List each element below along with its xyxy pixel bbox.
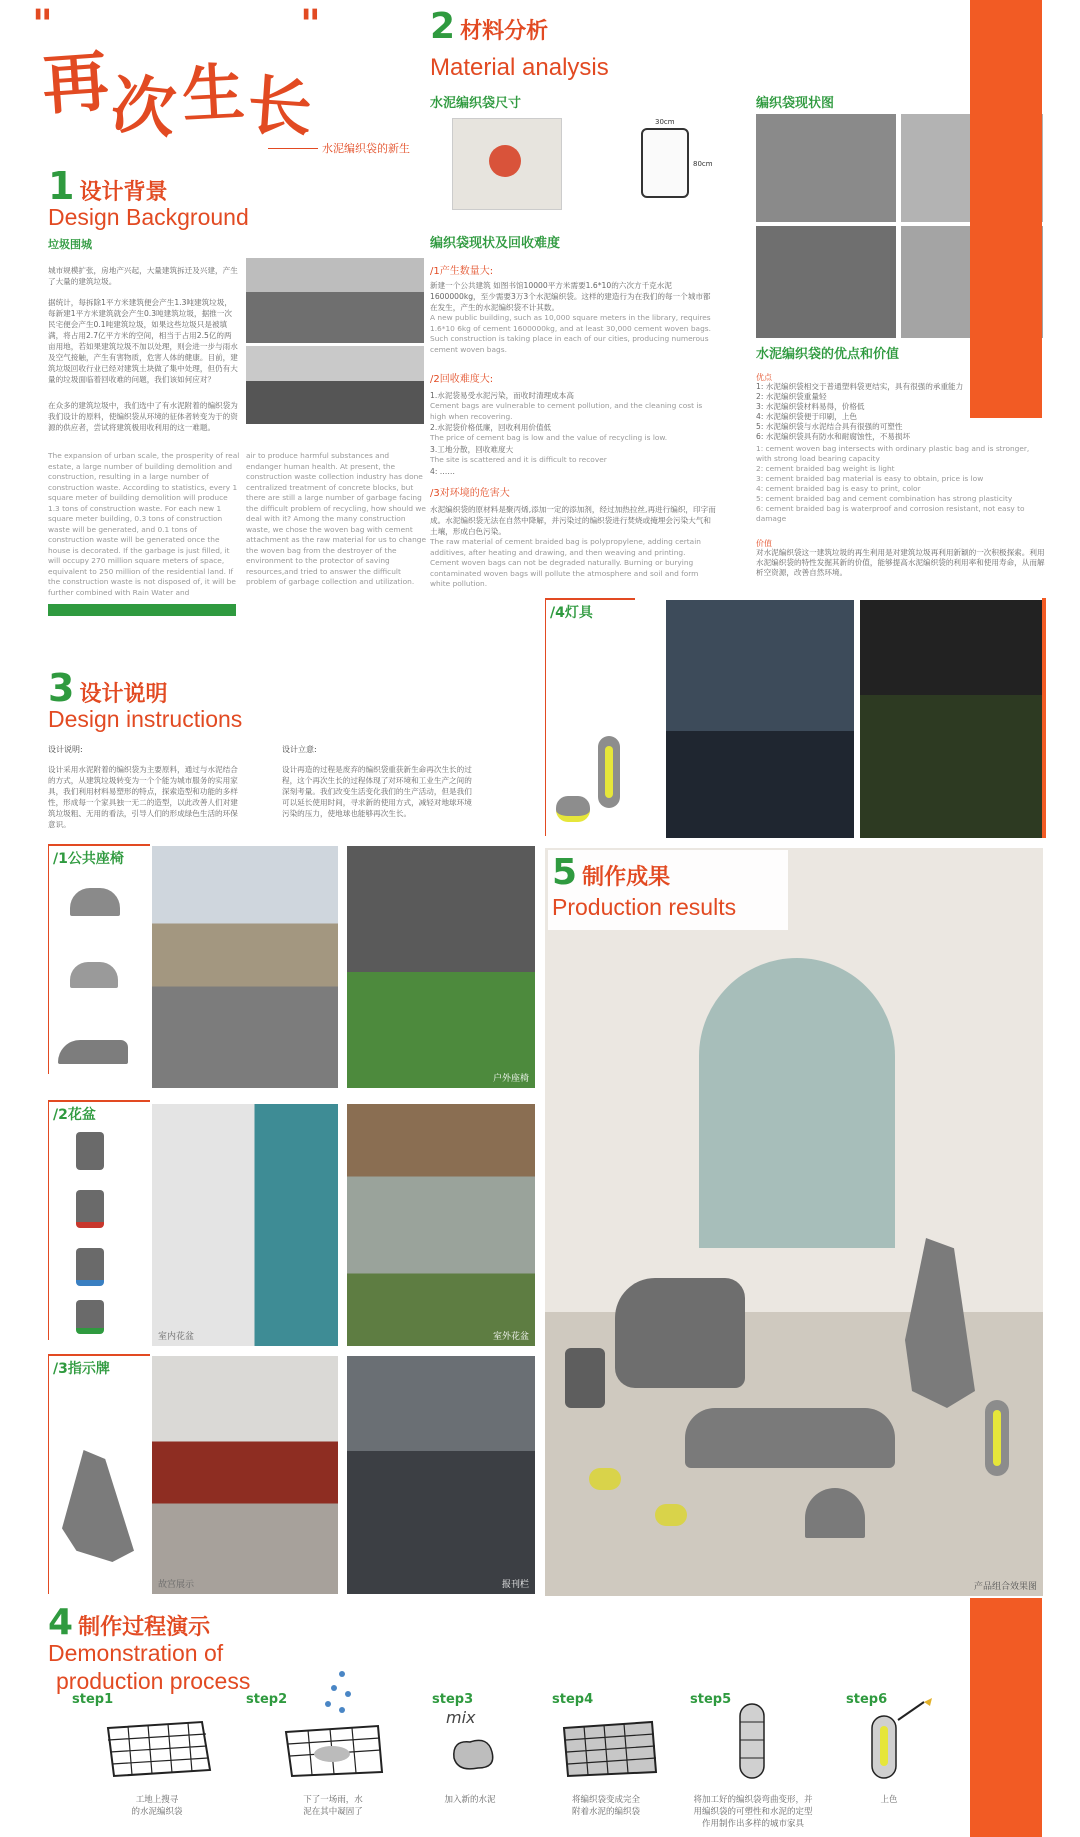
s2-val-zh: 对水泥编织袋这一建筑垃圾的再生利用是对建筑垃圾再利用新颖的一次积极探索。利用水泥编织袋的特性发掘其新的价值，能够提高水泥编织袋的利用率和使用寿命，从而解析空资源，改善自然环境。 (756, 548, 1045, 577)
s2-adv-zh-1: 1: 水泥编织袋相交于普通塑料袋更结实，具有很强的承重能力 (756, 382, 964, 391)
s2-adv-en-3: 3: cement braided bag material is easy to obtain, price is low (756, 474, 984, 483)
title-char-1: 再 (39, 42, 112, 125)
seat-photo-outdoor (347, 846, 535, 1088)
s3-zh: 设计说明 (79, 682, 168, 707)
step5-rolled-drawing (736, 1700, 768, 1782)
s2-adv-en-2: 2: cement braided bag weight is light (756, 464, 895, 473)
step4-label: step4 (552, 1692, 594, 1707)
s2-adv-en-4: 4: cement braided bag is easy to print, color (756, 484, 921, 493)
step3-cement-drawing (444, 1718, 504, 1778)
step3-caption: 加入新的水泥 (444, 1795, 496, 1805)
s2-c-zh: 水泥编织袋的原材料是聚丙烯,添加一定的添加剂，经过加热拉丝,再进行编织，印字而成。水泥编织袋无法在自然中降解，并污染过的编织袋进行焚烧或掩埋会污染大气和土壤，形成白色污染。 (430, 505, 716, 536)
s2-adv-en-5: 5: cement braided bag and cement combination has strong plasticity (756, 494, 1013, 503)
s5-heading (552, 852, 670, 893)
title-subtitle-line (268, 148, 318, 149)
s5-zh: 制作成果 (582, 865, 671, 890)
s1-zh: 设计背景 (79, 180, 168, 205)
s2-heading (430, 6, 548, 47)
planter-model-2 (76, 1190, 104, 1228)
s2-adv-zh-3: 3: 水泥编织袋材料易得，价格低 (756, 402, 865, 411)
s4-en2: production process (56, 1668, 251, 1694)
s2-adv-zh-4: 4: 水泥编织袋便于印刷，上色 (756, 412, 857, 421)
s2-b-en1: Cement bags are vulnerable to cement pollution, and the cleaning cost is high when recovering. (430, 401, 703, 421)
s2-b-zh2: 2.水泥袋价格低廉，回收利用价值低 (430, 423, 552, 432)
s1-en-col1: The expansion of urban scale, the prosperity of real estate, a large number of building demolition and construction, resulting in a large number of construction waste. According to statistics, every 1 square meter of building demolition will produce 1.3 tons of construction waste. For each new 1 square meter building, 0.3 tons of construction waste will be generated, and 0.1 tons of construction waste will be generated once the house is decorated. If the garbage is just filled, it will occupy 270 million square meters of space, equivalent to 250 million of the residential land. If the construction waste is not disposed of, it will be further combined with Rain Water and (48, 451, 240, 597)
s1-en-col2: air to produce harmful substances and endanger human health. At present, the construction waste collection industry has done centralized treatment of concrete blocks, but there are still a large number of garbage facing the difficult problem of recycling, how should we deal with it? Among the many construction waste, we chose the woven bag with cement attachment as the raw material for us to change the woven bag from the destroyer of the environment to the protector of saving resources,and tried to answer the difficult problem of garbage collection and utilization. (246, 451, 427, 586)
s2-b-zh3: 3.工地分散，回收难度大 (430, 445, 514, 454)
s2-adv-en-1: 1: cement woven bag intersects with ordinary plastic bag and is stronger, with strong load bearing capacity (756, 444, 1030, 463)
planter-model-3 (76, 1248, 104, 1286)
s2-a-zh: 新建一个公共建筑 如图书馆10000平方米需要1.6*10的六次方千克水泥1600000kg，至少需要3万3个水泥编织袋。这样的建造行为在我们的每一个城市都在发生，产生的水泥编织袋不计其数。 (430, 281, 711, 312)
s2-bag-flat-photo (452, 118, 562, 210)
step6-paint-drawing (868, 1696, 938, 1782)
s3-heading (48, 666, 168, 710)
title-open-quote: " (32, 2, 53, 48)
s2-a-head: /1产生数量大: (430, 266, 494, 277)
lamp-photo-building-night (666, 600, 854, 838)
s1-p2: 据统计，每拆除1平方米建筑便会产生1.3吨建筑垃圾，每新建1平方米建筑就会产生0.3吨建筑垃圾，据推一次民宅便会产生0.1吨建筑垃圾，如果这些垃圾只是被填满，将占用2.7亿平方米的空间，相当于占用2.5亿的两亩用地，若如果建筑垃圾不加以处理，则会进一步与雨水及空气接触，产生有害物质，危害人体的健康。目前，建筑垃圾回收行业已经对建筑土块做了集中处理，但仍有大量的垃圾面临着回收难的问题，我们该如何应对？ (48, 298, 238, 384)
s2-adv-title: 优点 (756, 373, 772, 382)
sign-palace-caption: 故宫展示 (158, 1580, 195, 1590)
s2-adv-en-6: 6: cement braided bag is waterproof and corrosion resistant, not easy to damage (756, 504, 1025, 523)
planter-model-4 (76, 1300, 104, 1334)
title-close-quote: " (300, 2, 321, 48)
s2-zh: 材料分析 (460, 19, 549, 44)
step1-label: step1 (72, 1692, 114, 1707)
planter-photo-indoor (152, 1104, 338, 1346)
s5-num: 5 (552, 852, 578, 893)
lamp-model-tall (598, 736, 620, 808)
s1-photo-garbage-city (246, 346, 424, 424)
s5-caption: 产品组合效果图 (973, 1582, 1037, 1592)
orange-bar-top (970, 0, 1042, 418)
s2-b-zh4: 4: …… (430, 467, 455, 476)
seat-photo-caption: 户外座椅 (492, 1074, 529, 1084)
s2-photo-head: 编织袋现状图 (756, 96, 835, 111)
sign-station-caption: 报刊栏 (501, 1580, 529, 1590)
s1-p1: 城市规模扩张，房地产兴起，大量建筑拆迁及兴建，产生了大量的建筑垃圾。 (48, 266, 238, 286)
s4-heading (48, 1602, 210, 1643)
s2-adv-zh-2: 2: 水泥编织袋重量轻 (756, 392, 827, 401)
seat-model-2 (70, 962, 118, 988)
step6-label: step6 (846, 1692, 888, 1707)
s2-bag-standing-photo (641, 128, 689, 198)
s2-b-zh1: 1.水泥袋易受水泥污染，而收时清理成本高 (430, 391, 574, 400)
s4-zh: 制作过程演示 (78, 1615, 211, 1640)
s3-num: 3 (48, 666, 75, 710)
orange-bar-mid (1042, 598, 1046, 838)
s2-c-en: The raw material of cement braided bag is polypropylene, adding certain additives, after heating and drawing, and then weaving and printing. Cement woven bags can not be degraded naturally. Burning or burying contaminated woven bags will pollute the atmosphere and soil and form white pollution. (430, 537, 701, 588)
s2-dim-width: 30cm (655, 118, 675, 126)
step3-mix-text: mix (446, 1708, 476, 1727)
s1-green-bar (48, 604, 236, 616)
s2-b-en2: The price of cement bag is low and the value of recycling is low. (430, 433, 668, 442)
s2-status-photo-1 (756, 114, 896, 222)
s2-adv-zh-5: 5: 水泥编织袋与水泥结合具有很强的可塑性 (756, 422, 903, 431)
s2-status-photo-3 (756, 226, 896, 338)
step5-caption: 将加工好的编织袋弯曲变形，并 用编织袋的可塑性和水泥的定型 作用制作出多样的城市家具 (693, 1795, 813, 1829)
step3-label: step3 (432, 1692, 474, 1707)
s2-dim-height: 80cm (693, 160, 713, 168)
title-subtitle: 水泥编织袋的新生 (322, 142, 410, 155)
s5-result-render (545, 848, 1043, 1596)
s2-adv-en-list (756, 444, 1046, 524)
planter-photo-outdoor (347, 1104, 535, 1346)
item-sign-label: /3指示牌 (53, 1361, 110, 1377)
s3-idea: 设计再造的过程是废弃的编织袋重获新生命再次生长的过程，这个再次生长的过程体现了对环境和工业生产之间的深刻考量。我们改变生活变化我们的生产活动，但是我们可以延长使用时间，寻求新的使用方式，减轻对地球环境污染的压力，使地球也能够再次生长。 (282, 765, 472, 818)
step1-net-drawing (102, 1718, 214, 1780)
lamp-photo-garden-night (860, 600, 1042, 838)
sign-photo-station (347, 1356, 535, 1594)
title-char-4: 长 (245, 68, 315, 148)
title-char-3: 生 (180, 55, 247, 132)
planter-indoor-caption: 室内花盆 (158, 1332, 195, 1342)
title-char-2: 次 (107, 67, 180, 149)
s2-adv-head: 水泥编织袋的优点和价值 (756, 347, 900, 362)
s5-en: Production results (552, 894, 737, 920)
step2-caption: 下了一场雨，水 泥在其中凝固了 (303, 1795, 363, 1817)
s1-p3: 在众多的建筑垃圾中，我们选中了有水泥附着的编织袋为我们设计的原料，使编织袋从环境的征体者转变为于的资源的供应者，尝试将建筑极用收利用的这一难题。 (48, 401, 238, 432)
item-seat-label: /1公共座椅 (53, 851, 124, 867)
s2-c-head: /3对环境的危害大 (430, 488, 510, 499)
orange-bar-bottom (970, 1598, 1042, 1837)
step6-caption: 上色 (880, 1795, 898, 1805)
s2-num: 2 (430, 6, 456, 47)
s2-en: Material analysis (430, 54, 609, 81)
step2-label: step2 (246, 1692, 288, 1707)
s2-status-head: 编织袋现状及回收难度 (430, 236, 561, 251)
s3-idea-head: 设计立意: (282, 745, 317, 754)
seat-photo-palace-square (152, 846, 338, 1088)
item-lamp-label: /4灯具 (550, 605, 593, 621)
s1-en: Design Background (48, 204, 249, 230)
seat-model-1 (70, 888, 120, 916)
s1-photo-garbage-field (246, 258, 424, 343)
lamp-model-small (556, 796, 590, 822)
s3-en: Design instructions (48, 706, 243, 732)
sign-photo-palace (152, 1356, 338, 1594)
s4-num: 4 (48, 1602, 74, 1643)
s1-sub: 垃圾围城 (48, 238, 92, 251)
s2-val-title: 价值 (756, 539, 772, 548)
step1-caption: 工地上搜寻 的水泥编织袋 (131, 1795, 183, 1817)
s4-en1: Demonstration of (48, 1640, 224, 1666)
seat-model-3 (58, 1040, 128, 1064)
s2-a-en: A new public building, such as 10,000 square meters in the library, requires 1.6*10 6kg of cement 1600000kg, and at least 30,000 cement woven bags. Such construction is taking place in each of our cities, producing numerous cement woven bags. (430, 313, 711, 354)
s3-desc: 设计采用水泥附着的编织袋为主要原料，通过与水泥结合的方式，从建筑垃圾转变为一个个能为城市服务的实用家具，我们利用材料易塑形的特点，探索造型和功能的多样性，形成每一个家具独一无二的造型，以此改善人们对建筑垃圾粗、无用的看法，引导人们的形成绿色生活的环保意识。 (48, 765, 238, 829)
step2-net-rain-drawing (282, 1666, 386, 1780)
s1-num: 1 (48, 164, 75, 208)
s2-adv-zh-6: 6: 水泥编织袋具有防水和耐腐蚀性，不易损坏 (756, 432, 911, 441)
s2-size-head: 水泥编织袋尺寸 (430, 96, 522, 111)
planter-outdoor-caption: 室外花盆 (492, 1332, 529, 1342)
s1-heading (48, 164, 168, 208)
item-planter-label: /2花盆 (53, 1107, 96, 1123)
step4-caption: 将编织袋变成完全 附着水泥的编织袋 (571, 1795, 640, 1817)
s2-b-head: /2回收难度大: (430, 374, 494, 385)
step4-net-cement-drawing (560, 1718, 660, 1780)
planter-model-1 (76, 1132, 104, 1170)
s2-b-en3: The site is scattered and it is difficult to recover (430, 455, 607, 464)
s3-desc-head: 设计说明: (48, 745, 83, 754)
step5-label: step5 (690, 1692, 732, 1707)
